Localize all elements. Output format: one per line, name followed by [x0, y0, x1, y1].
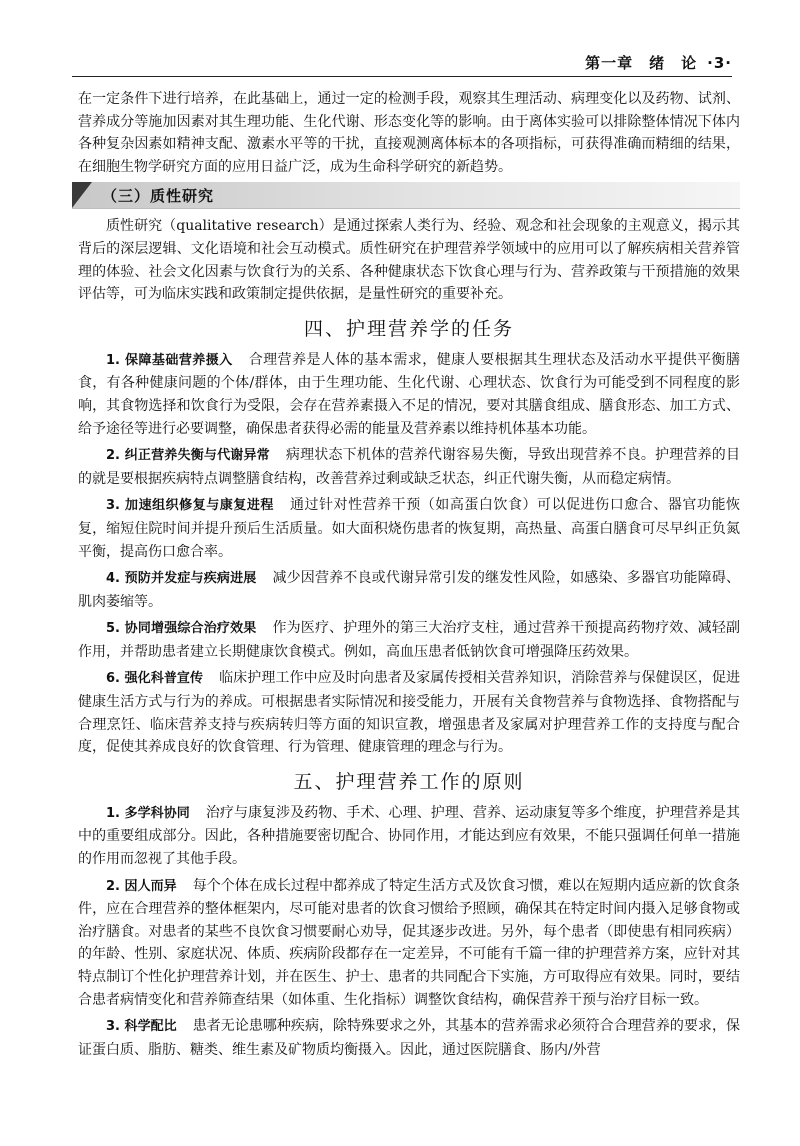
task-item-text: 减少因营养不良或代谢异常引发的继发性风险，如感染、多器官功能障碍、肌肉萎缩等。 — [78, 570, 741, 610]
task-item-text: 通过针对性营养干预（如高蛋白饮食）可以促进伤口愈合、器官功能恢复，缩短住院时间并提升预后生活质量。如大面积烧伤患者的恢复期，高热量、高蛋白膳食可尽早纠正负氮平衡，提高伤口愈合率。 — [78, 497, 740, 560]
section-5-heading: 五、护理营养工作的原则 — [293, 770, 525, 793]
header-text — [585, 52, 732, 73]
principle-item — [78, 802, 740, 871]
task-item-title: 6. 强化科普宣传 — [106, 671, 204, 687]
task-item — [78, 494, 740, 563]
principle-item — [78, 1015, 740, 1061]
page-body — [78, 88, 740, 1061]
task-item-text: 作为医疗、护理外的第三大治疗支柱，通过营养干预提高药物疗效、减轻副作用，并帮助患者建立长期健康饮食模式。例如，高血压患者低钠饮食可增强降压药效果。 — [78, 620, 741, 660]
principle-item-title: 1. 多学科协同 — [106, 805, 190, 821]
principle-item — [78, 875, 740, 1012]
task-item-title: 1. 保障基础营养摄入 — [106, 352, 233, 368]
running-header — [72, 52, 732, 77]
task-item — [78, 349, 740, 440]
intro-paragraph: 在一定条件下进行培养，在此基础上，通过一定的检测手段，观察其生理活动、病理变化以及药物、试剂、营养成分等施加因素对其生理功能、生化代谢、形态变化等的影响。由于离体实验可以排除整体情况下体内各种复杂因素如精神支配、激素水平等的干扰，直接观测离体标本的各项指标，可获得准确而精细的结果，在细胞生物学研究方面的应用日益广泛，成为生命科学研究的新趋势。 — [78, 91, 740, 175]
task-item — [78, 667, 740, 758]
qualitative-research-paragraph: 质性研究（qualitative research）是通过探索人类行为、经验、观念和社会现象的主观意义，揭示其背后的深层逻辑、文化语境和社会互动模式。质性研究在护理营养学领域中的应用可以了解疾病相关营养管理的体验、社会文化因素与饮食行为的关系、各种健康状态下饮食心理与行为、营养政策与干预措施的效果评估等，可为临床实践和政策制定提供依据，是量性研究的重要补充。 — [78, 218, 740, 303]
chapter-title: 第一章 绪 论 — [585, 54, 698, 72]
task-item — [78, 444, 740, 490]
principle-item-text: 患者无论患哪种疾病，除特殊要求之外，其基本的营养需求必须符合合理营养的要求，保证蛋白质、脂肪、糖类、维生素及矿物质均衡摄入。因此，通过医院膳食、肠内/外营 — [78, 1018, 740, 1058]
task-item-title: 3. 加速组织修复与康复进程 — [106, 498, 274, 514]
subsection-title: （三）质性研究 — [102, 187, 215, 206]
section-4-heading: 四、护理营养学的任务 — [303, 317, 514, 340]
principle-item-title: 2. 因人而异 — [106, 878, 177, 894]
task-item-title: 4. 预防并发症与疾病进展 — [106, 571, 257, 587]
subsection-heading-bar — [72, 182, 740, 209]
task-item-text: 合理营养是人体的基本需求，健康人要根据其生理状态及活动水平提供平衡膳食，有各种健康问题的个体/群体，由于生理功能、生化代谢、心理状态、饮食行为可能受到不同程度的影响，其食物选择和饮食行为受限，会存在营养素摄入不足的情况，要对其膳食组成、膳食形态、加工方式、给予途径等进行必要调整，确保患者获得必需的能量及营养素以维持机体基本功能。 — [78, 351, 740, 437]
task-item-text: 病理状态下机体的营养代谢容易失衡，导致出现营养不良。护理营养的目的就是要根据疾病特点调整膳食结构，改善营养过剩或缺乏状态，纠正代谢失衡，从而稳定病情。 — [78, 447, 741, 487]
task-item-title: 2. 纠正营养失衡与代谢异常 — [106, 448, 270, 464]
page-number: ·3· — [707, 54, 732, 72]
principle-item-text: 每个个体在成长过程中都养成了特定生活方式及饮食习惯，难以在短期内适应新的饮食条件，应在合理营养的整体框架内，尽可能对患者的饮食习惯给予照顾，确保其在特定时间内摄入足够食物或治疗膳食。对患者的某些不良饮食习惯要耐心劝导，促其逐步改进。另外，每个患者（即使患有相同疾病）的年龄、性别、家庭状况、体质、疾病阶段都存在一定差异，不可能有千篇一律的护理营养方案，应针对其特点制订个性化护理营养计划，并在医生、护士、患者的共同配合下实施，方可取得应有效果。同时，要结合患者病情变化和营养筛查结果（如体重、生化指标）调整饮食结构，确保营养干预与治疗目标一致。 — [78, 877, 740, 1008]
task-item-title: 5. 协同增强综合治疗效果 — [106, 621, 257, 637]
task-item — [78, 567, 740, 613]
task-item-text: 临床护理工作中应及时向患者及家属传授相关营养知识，消除营养与保健误区，促进健康生活方式与行为的养成。可根据患者实际情况和接受能力，开展有关食物营养与食物选择、食物搭配与合理烹饪、临床营养支持与疾病转归等方面的知识宣教，增强患者及家属对护理营养工作的支持度与配合度，促使其养成良好的饮食管理、行为管理、健康管理的理念与行为。 — [78, 670, 740, 756]
principle-item-text: 治疗与康复涉及药物、手术、心理、护理、营养、运动康复等多个维度，护理营养是其中的重要组成部分。因此，各种措施要密切配合、协同作用，才能达到应有效果，不能只强调任何单一措施的作用而忽视了其他手段。 — [78, 804, 740, 868]
section-marker-icon — [72, 182, 92, 208]
task-item — [78, 617, 740, 663]
principle-item-title: 3. 科学配比 — [106, 1019, 177, 1035]
